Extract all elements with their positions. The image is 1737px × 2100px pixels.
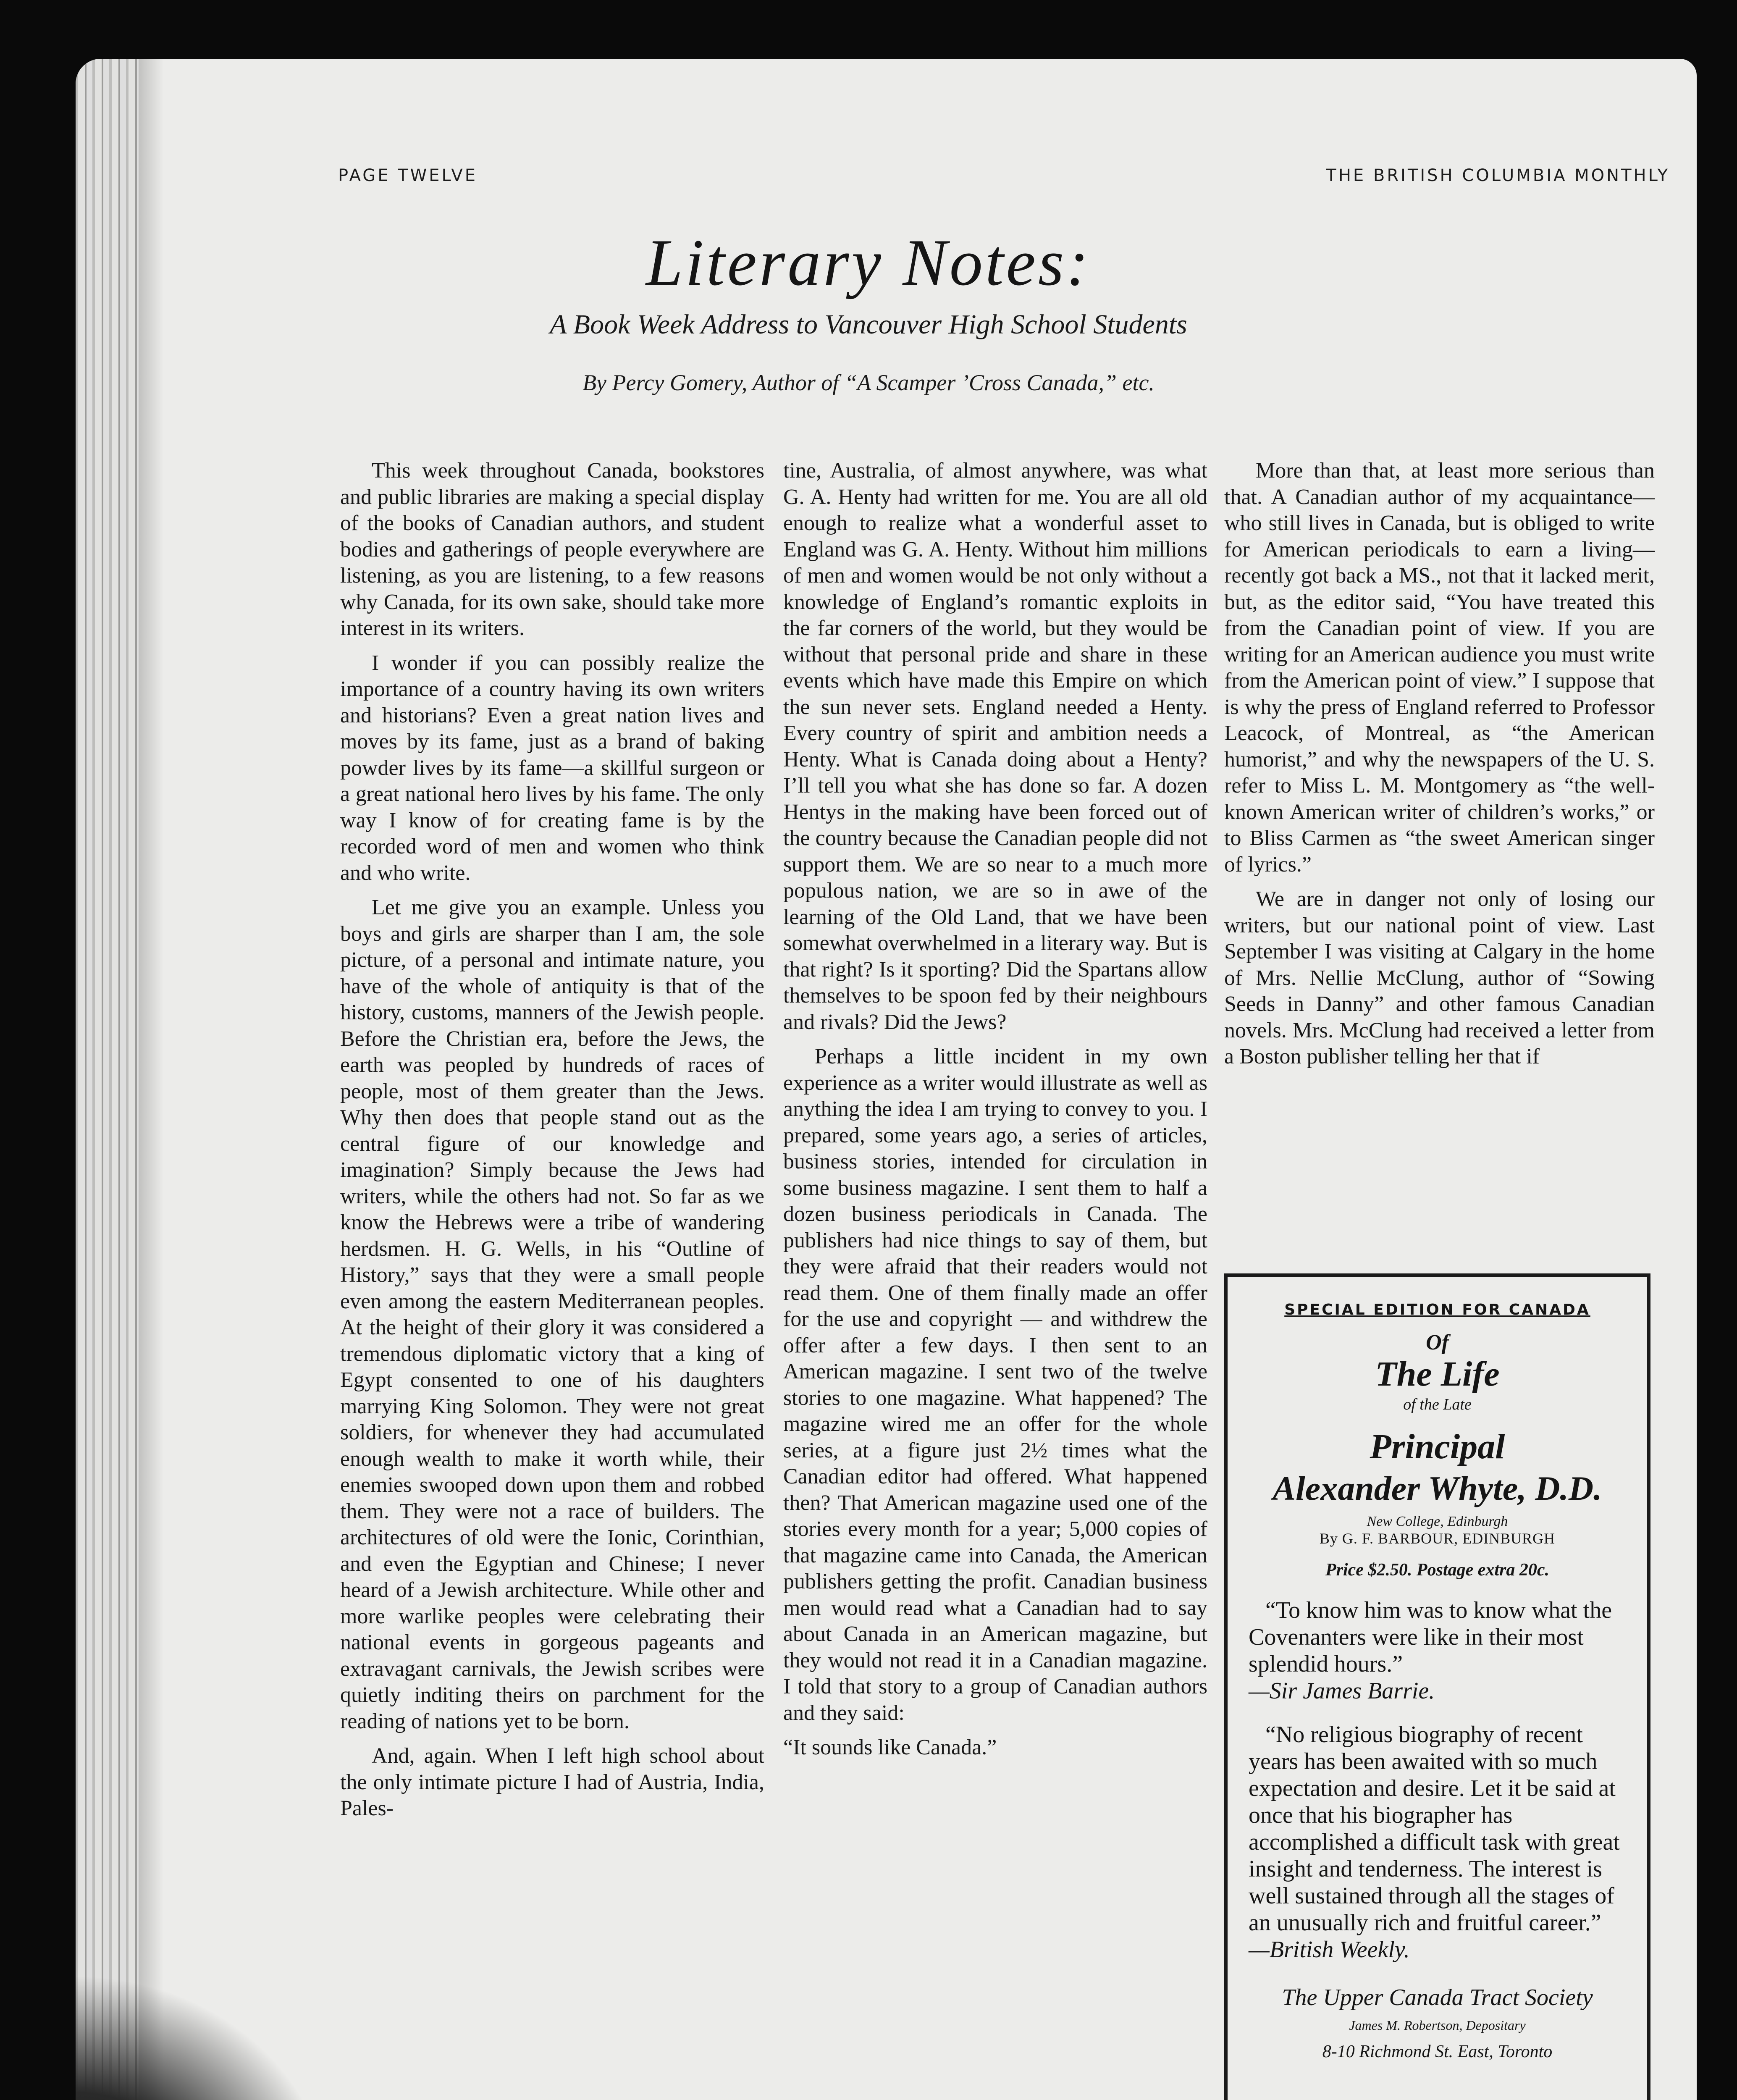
ad-principal: Principal (1370, 1427, 1505, 1466)
paragraph: Perhaps a little incident in my own experience as a writer would illustrate as well as anything the idea I am trying to convey to you. I prepared, some years ago, a series of articles, business stories, intended for circulation in some business magazine. I sent them to half a dozen business periodicals in Canada. The publishers had nice things to say of them, but they were afraid that their readers would not read them. One of them finally made an offer for the use and copyright — and withdrew the offer after a few days. I then sent to an American magazine. I sent two of the twelve stories to one magazine. What happened? The magazine wired me an offer for the whole series, at a figure just 2½ times what the Canadian editor had offered. What happened then? That American magazine used one of the stories every month for a year; 5,000 copies of that magazine came into Canada, the American publishers getting the profit. Canadian business men would read what a Canadian had to say about Canada in an American magazine, but they would not read it in a Canadian magazine. I told that story to a group of Canadian authors and they said: (783, 1045, 1207, 1725)
ad-title-life: The Life (1375, 1354, 1500, 1394)
ad-subject-name: Alexander Whyte, D.D. (1273, 1469, 1602, 1507)
paragraph: More than that, at least more serious than that. A Canadian author of my acquaintance—who still lives in Canada, but is obliged to write for American periodicals to earn a living—recently got back a MS., not that it lacked merit, but, as the editor said, “You have treated this from the Canadian point of view. If you are writing for an American audience you must write from the American point of view.” I suppose that is why the press of England referred to Professor Leacock, of Montreal, as “the American humorist,” and why the newspapers of the U. S. refer to Miss L. M. Montgomery as “the well-known American writer of children’s works,” or to Bliss Carmen as “the sweet American singer of lyrics.” (1224, 459, 1655, 877)
book-advertisement (1224, 1273, 1650, 2100)
article-column-2 (783, 458, 1207, 1769)
paragraph: Let me give you an example. Unless you boys and girls are sharper than I am, the sole picture, of a personal and intimate nature, you have of the whole of antiquity is that of the history, customs, manners of the Jewish people. Before the Christian era, before the Jews, the earth was peopled by hundreds of races of people, most of them greater than the Jews. Why then does that people stand out as the central figure of our knowledge and imagination? Simply because the Jews had writers, while the others had not. So far as we know the Hebrews were a tribe of wandering herdsmen. H. G. Wells, in his “Outline of History,” says that they were a small people even among the eastern Mediterranean peoples. At the height of their glory it was considered a tremendous diplomatic victory that a king of Egypt consented to one of his daughters marrying King Solomon. They were not great soldiers, for whenever they had accumulated enough wealth to make it worth while, their enemies swooped down upon them and robbed them. They were not a race of builders. The architectures of old were the Ionic, Corinthian, and even the Egyptian and Chinese; I never heard of a Jewish architecture. While other and more warlike peoples were celebrating their national events in gorgeous pageants and extravagant carnivals, the Jewish scribes were quietly inditing theirs on parchment for the reading of nations yet to be born. (340, 895, 764, 1733)
article-column-1 (340, 458, 764, 1830)
article-title: Literary Notes: (646, 226, 1091, 299)
paragraph: We are in danger not only of losing our writers, but our national point of view. Last September I was visiting at Calgary in the home of Mrs. Nellie McClung, author of “Sowing Seeds in Danny” and other famous Canadian novels. Mrs. McClung had received a letter from a Boston publisher telling her that if (1224, 887, 1655, 1068)
paragraph: And, again. When I left high school about the only intimate picture I had of Austria, India, Pales- (340, 1744, 764, 1820)
paragraph: This week throughout Canada, bookstores and public libraries are making a special display of the books of Canadian authors, and student bodies and gatherings of people everywhere are listening, as you are listening, to a few reasons why Canada, for its own sake, should take more interest in its writers. (340, 459, 764, 640)
ad-author: By G. F. BARBOUR, EDINBURGH (1319, 1530, 1556, 1547)
ad-of: Of (1426, 1331, 1449, 1354)
paragraph: I wonder if you can possibly realize the importance of a country having its own writers and historians? Even a great nation lives and moves by its fame, just as a brand of baking powder lives by its fame—a skillful surgeon or a great national hero lives by his fame. The only way I know of for creating fame is by the recorded word of men and women who think and who write. (340, 651, 764, 885)
article-byline: By Percy Gomery, Author of “A Scamper ’Cross Canada,” etc. (582, 370, 1155, 395)
ad-college: New College, Edinburgh (1367, 1514, 1508, 1529)
article-column-3 (1224, 458, 1655, 1079)
ad-header: SPECIAL EDITION FOR CANADA (1284, 1301, 1590, 1318)
ad-price: Price $2.50. Postage extra 20c. (1325, 1560, 1550, 1580)
quote-attribution: —British Weekly. (1249, 1937, 1410, 1963)
quote-text: “To know him was to know what the Covenanters were like in their most splendid hours.” (1249, 1597, 1612, 1677)
binding-shadow (139, 59, 164, 2100)
page-corner-shadow (76, 1974, 336, 2100)
page-binding (76, 59, 139, 2100)
ad-quote-british-weekly (1244, 1721, 1630, 1963)
ad-depositary: James M. Robertson, Depositary (1349, 2018, 1526, 2033)
ad-address: 8-10 Richmond St. East, Toronto (1322, 2042, 1553, 2061)
running-head-publication: THE BRITISH COLUMBIA MONTHLY (1326, 166, 1670, 185)
ad-publisher: The Upper Canada Tract Society (1282, 1984, 1593, 2011)
ad-quote-barrie (1244, 1597, 1630, 1704)
quote-text: “No religious biography of recent years has been awaited with so much expectation and desire. Let it be said at once that his biographer has accomplished a difficult task with great insight and tenderness. The interest is well sustained through all the stages of an unusually rich and fruitful career.” (1249, 1722, 1620, 1936)
quote-attribution: —Sir James Barrie. (1249, 1678, 1435, 1704)
paragraph: “It sounds like Canada.” (783, 1735, 997, 1759)
article-subtitle: A Book Week Address to Vancouver High School Students (550, 309, 1187, 340)
paragraph: tine, Australia, of almost anywhere, was what G. A. Henty had written for me. You are all old enough to realize what a wonderful asset to England was G. A. Henty. Without him millions of men and women would be not only without a knowledge of England’s romantic exploits in the far corners of the world, but they would be without that personal pride and share in these events which have made this Empire on which the sun never sets. England needed a Henty. Every country of spirit and ambition needs a Henty. What is Canada doing about a Henty? I’ll tell you what she has done so far. A dozen Hentys in the making have been forced out of the country because the Canadian people did not support them. We are so near to a much more populous nation, we are so in awe of the learning of the Old Land, that we have been somewhat overwhelmed in a literary way. But is that right? Is it sporting? Did the Spartans allow themselves to be spoon fed by their neighbours and rivals? Did the Jews? (783, 459, 1207, 1034)
ad-of-the-late: of the Late (1403, 1396, 1472, 1413)
running-head-page-number: PAGE TWELVE (338, 166, 478, 185)
